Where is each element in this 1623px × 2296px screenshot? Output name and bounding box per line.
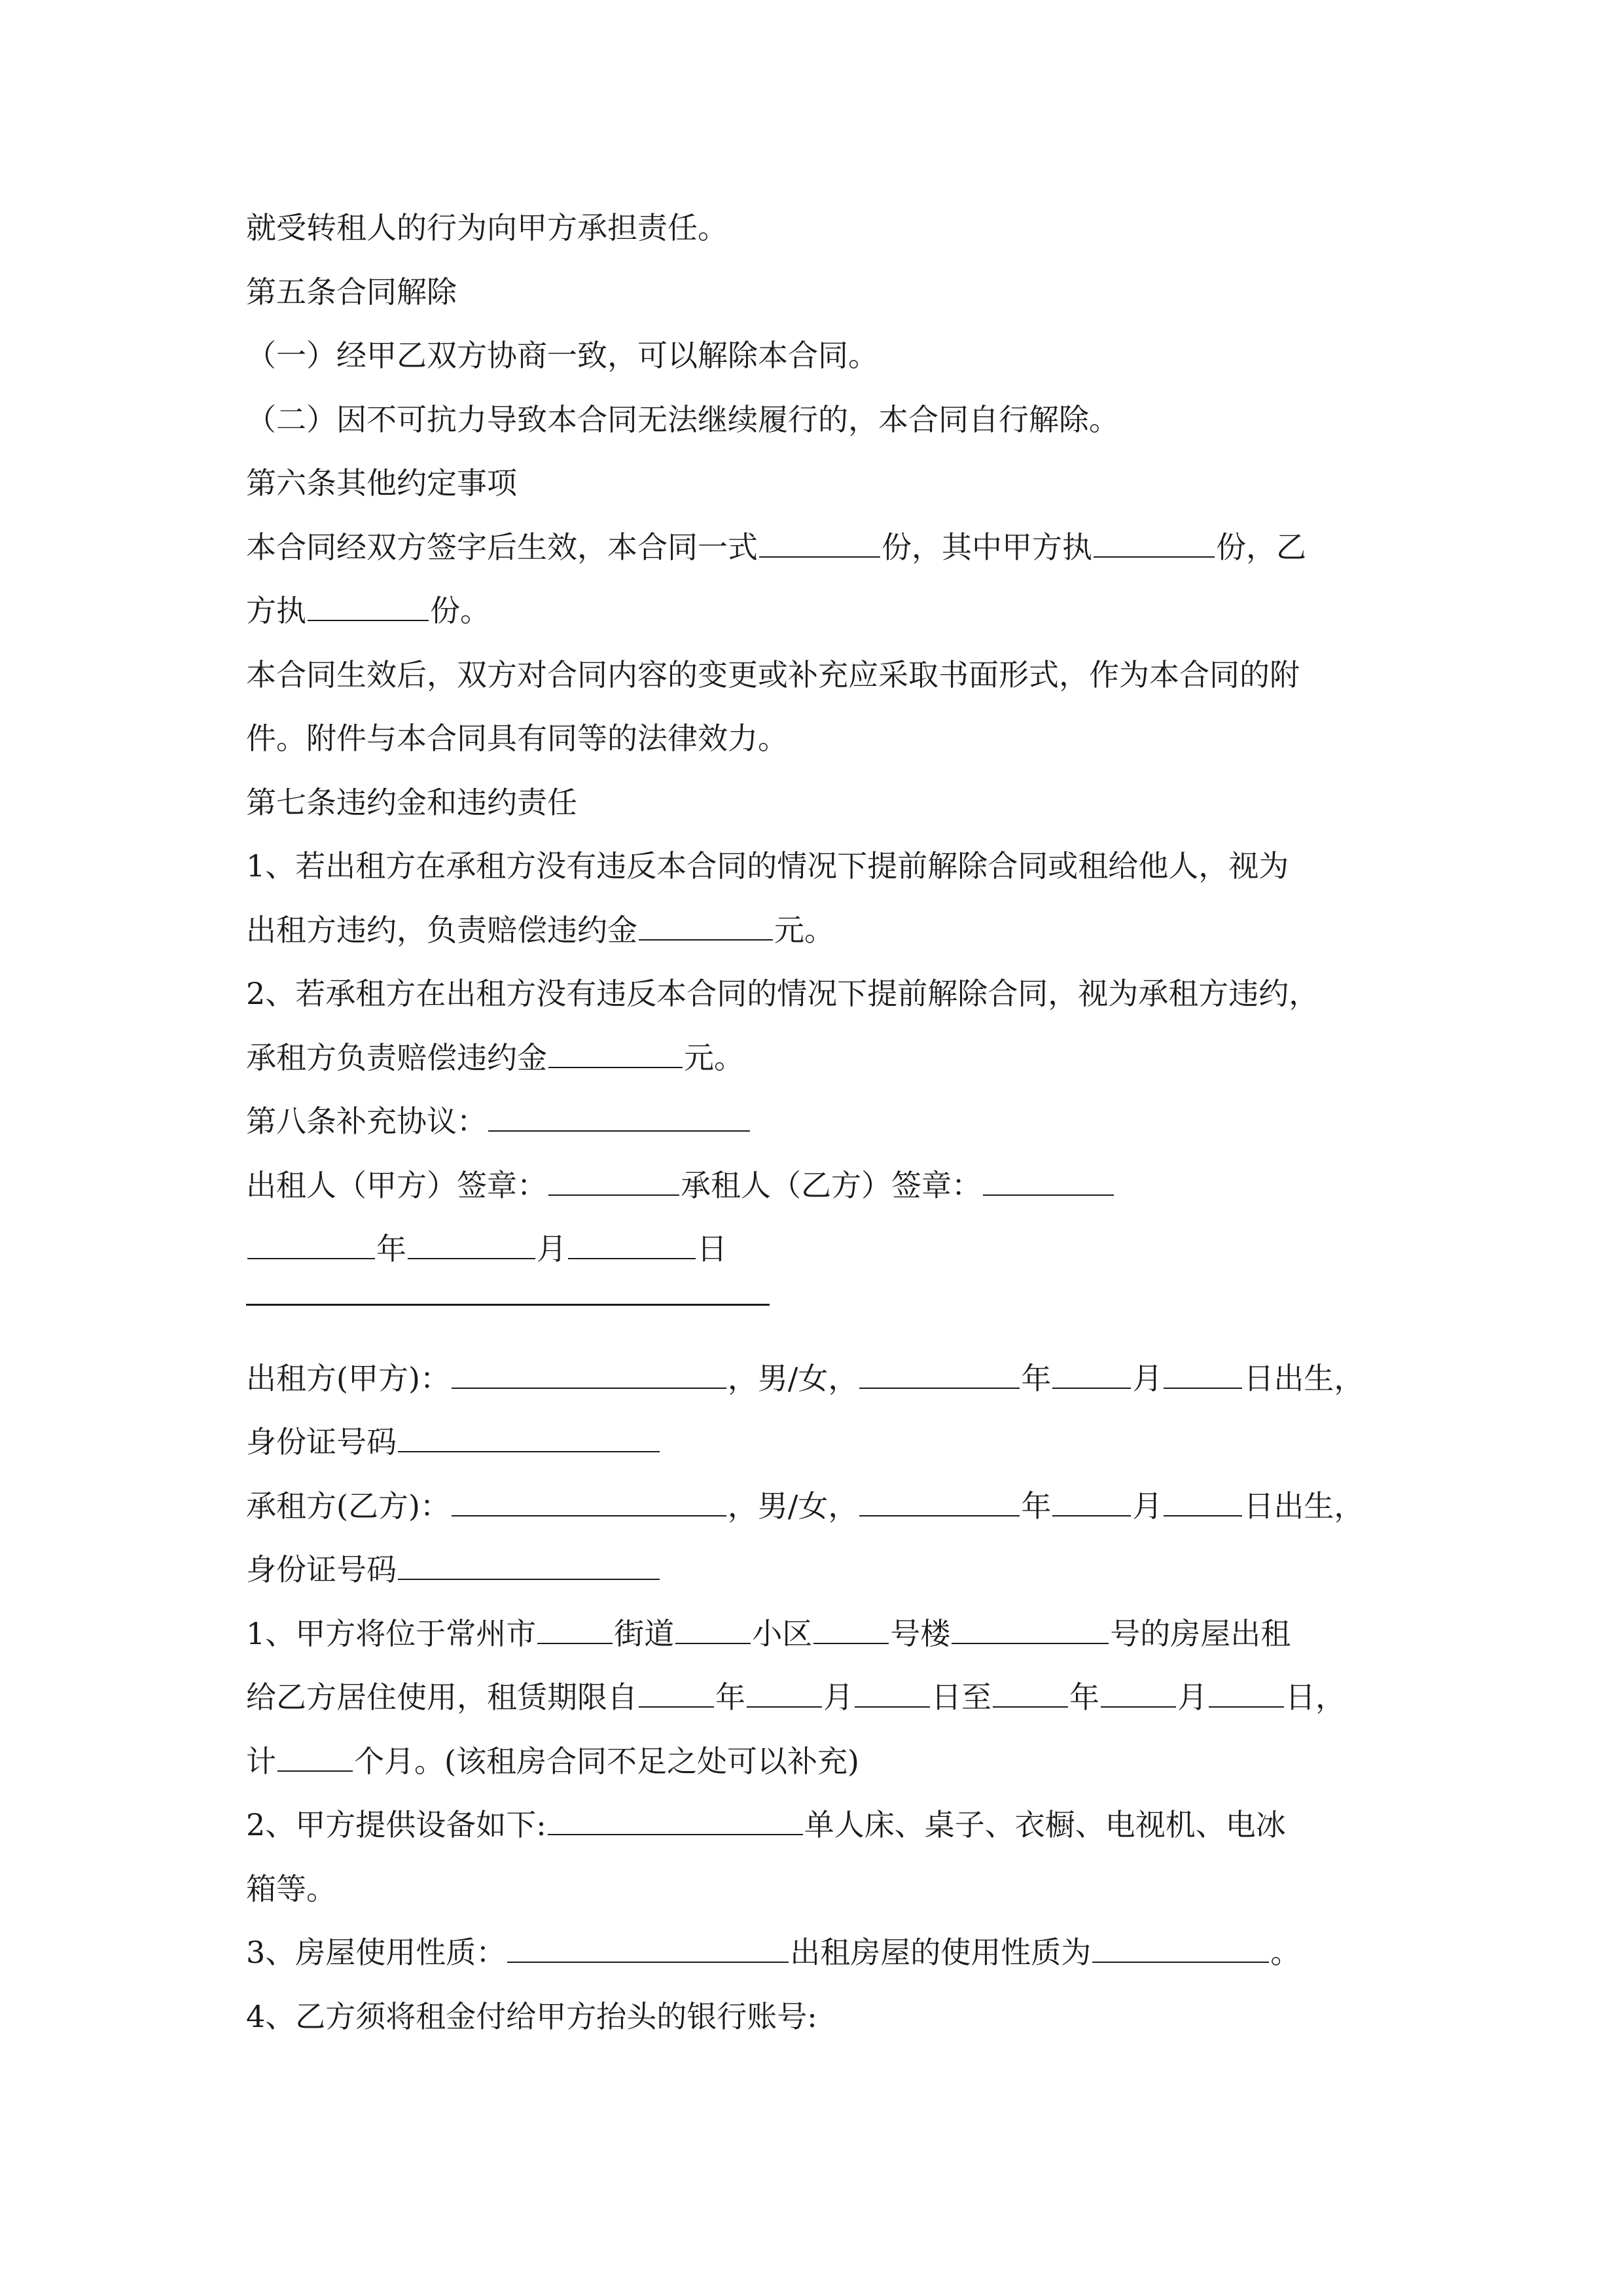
id-number-blank[interactable] [398,1425,660,1452]
text-line: 2、若承租方在出租方没有违反本合同的情况下提前解除合同，视为承租方违约， [246,976,1319,1011]
text-line: 1、甲方将位于常州市 街道 小区 号楼 号的房屋出租 [246,1616,1291,1651]
text-line: 1、若出租方在承租方没有违反本合同的情况下提前解除合同或租给他人，视为 [246,848,1289,884]
text-line: 出租方违约，负责赔偿违约金 元。 [246,912,834,948]
fill-in-blank[interactable] [639,913,773,941]
date-line: 年 月 日 [246,1229,727,1268]
fill-in-blank[interactable] [308,594,429,621]
text-line: 出租方(甲方)： ，男/女， 年 月 日出生， [246,1361,1364,1396]
text-line: 本合同生效后，双方对合同内容的变更或补充应采取书面形式，作为本合同的附 [246,657,1300,692]
text-line: 件。附件与本合同具有同等的法律效力。 [246,721,788,756]
fill-in-blank[interactable] [993,1680,1068,1708]
id-number-blank[interactable] [398,1552,660,1580]
fill-in-blank[interactable] [1209,1680,1284,1708]
month-blank[interactable] [408,1232,535,1259]
text-line: 2、甲方提供设备如下: 单人床、桌子、衣橱、电视机、电冰 [246,1807,1286,1842]
text-line: 给乙方居住使用，租赁期限自 年 月 日至 年 月 日， [246,1679,1346,1715]
section-heading: 第五条合同解除 [246,274,457,310]
fill-in-blank[interactable] [859,1361,1020,1389]
fill-in-blank[interactable] [488,1104,750,1132]
fill-in-blank[interactable] [452,1361,726,1389]
fill-in-blank[interactable] [813,1617,889,1644]
text-line: 本合同经双方签字后生效，本合同一式 份，其中甲方执 份，乙 [246,529,1306,565]
fill-in-blank[interactable] [639,1680,714,1708]
day-blank[interactable] [568,1232,696,1259]
fill-in-blank[interactable] [952,1617,1109,1644]
fill-in-blank[interactable] [1052,1361,1131,1389]
fill-in-blank[interactable] [1164,1361,1242,1389]
text-line: 身份证号码 [246,1550,661,1589]
text-line: （一）经甲乙双方协商一致，可以解除本合同。 [246,338,878,373]
fill-in-blank[interactable] [759,530,880,558]
fill-in-blank[interactable] [548,1808,803,1835]
fill-in-blank[interactable] [1164,1489,1242,1516]
fill-in-blank[interactable] [452,1489,726,1516]
text-line: 计 个月。(该租房合同不足之处可以补充) [246,1744,859,1779]
fill-in-blank[interactable] [859,1489,1020,1516]
text-line: 承租方(乙方)： ，男/女， 年 月 日出生， [246,1488,1364,1524]
text-line: 方执 份。 [246,593,490,628]
text-line: 身份证号码 [246,1422,661,1462]
fill-in-blank[interactable] [1092,1935,1269,1963]
year-blank[interactable] [247,1232,375,1259]
section-divider [246,1304,770,1306]
fill-in-blank[interactable] [747,1680,822,1708]
text-line: 箱等。 [246,1871,336,1907]
fill-in-blank[interactable] [1052,1489,1131,1516]
lessee-signature-blank[interactable] [983,1168,1114,1196]
fill-in-blank[interactable] [507,1935,789,1963]
text-line: 承租方负责赔偿违约金 元。 [246,1040,744,1075]
section-heading: 第六条其他约定事项 [246,465,517,501]
fill-in-blank[interactable] [855,1680,930,1708]
fill-in-blank[interactable] [277,1744,353,1772]
fill-in-blank[interactable] [1094,530,1215,558]
text-line: 3、房屋使用性质： 出租房屋的使用性质为 。 [246,1935,1301,1970]
fill-in-blank[interactable] [548,1041,683,1068]
signature-line: 出租人（甲方）签章： 承租人（乙方）签章： [246,1166,1115,1205]
lessor-signature-blank[interactable] [548,1168,679,1196]
text-line: （二）因不可抗力导致本合同无法继续履行的，本合同自行解除。 [246,402,1119,437]
text-line: 就受转租人的行为向甲方承担责任。 [246,210,728,245]
section-heading: 第七条违约金和违约责任 [246,785,577,820]
fill-in-blank[interactable] [1101,1680,1176,1708]
section-heading: 第八条补充协议： [246,1102,751,1141]
fill-in-blank[interactable] [675,1617,751,1644]
text-line: 4、乙方须将租金付给甲方抬头的银行账号: [246,1999,817,2034]
fill-in-blank[interactable] [537,1617,613,1644]
